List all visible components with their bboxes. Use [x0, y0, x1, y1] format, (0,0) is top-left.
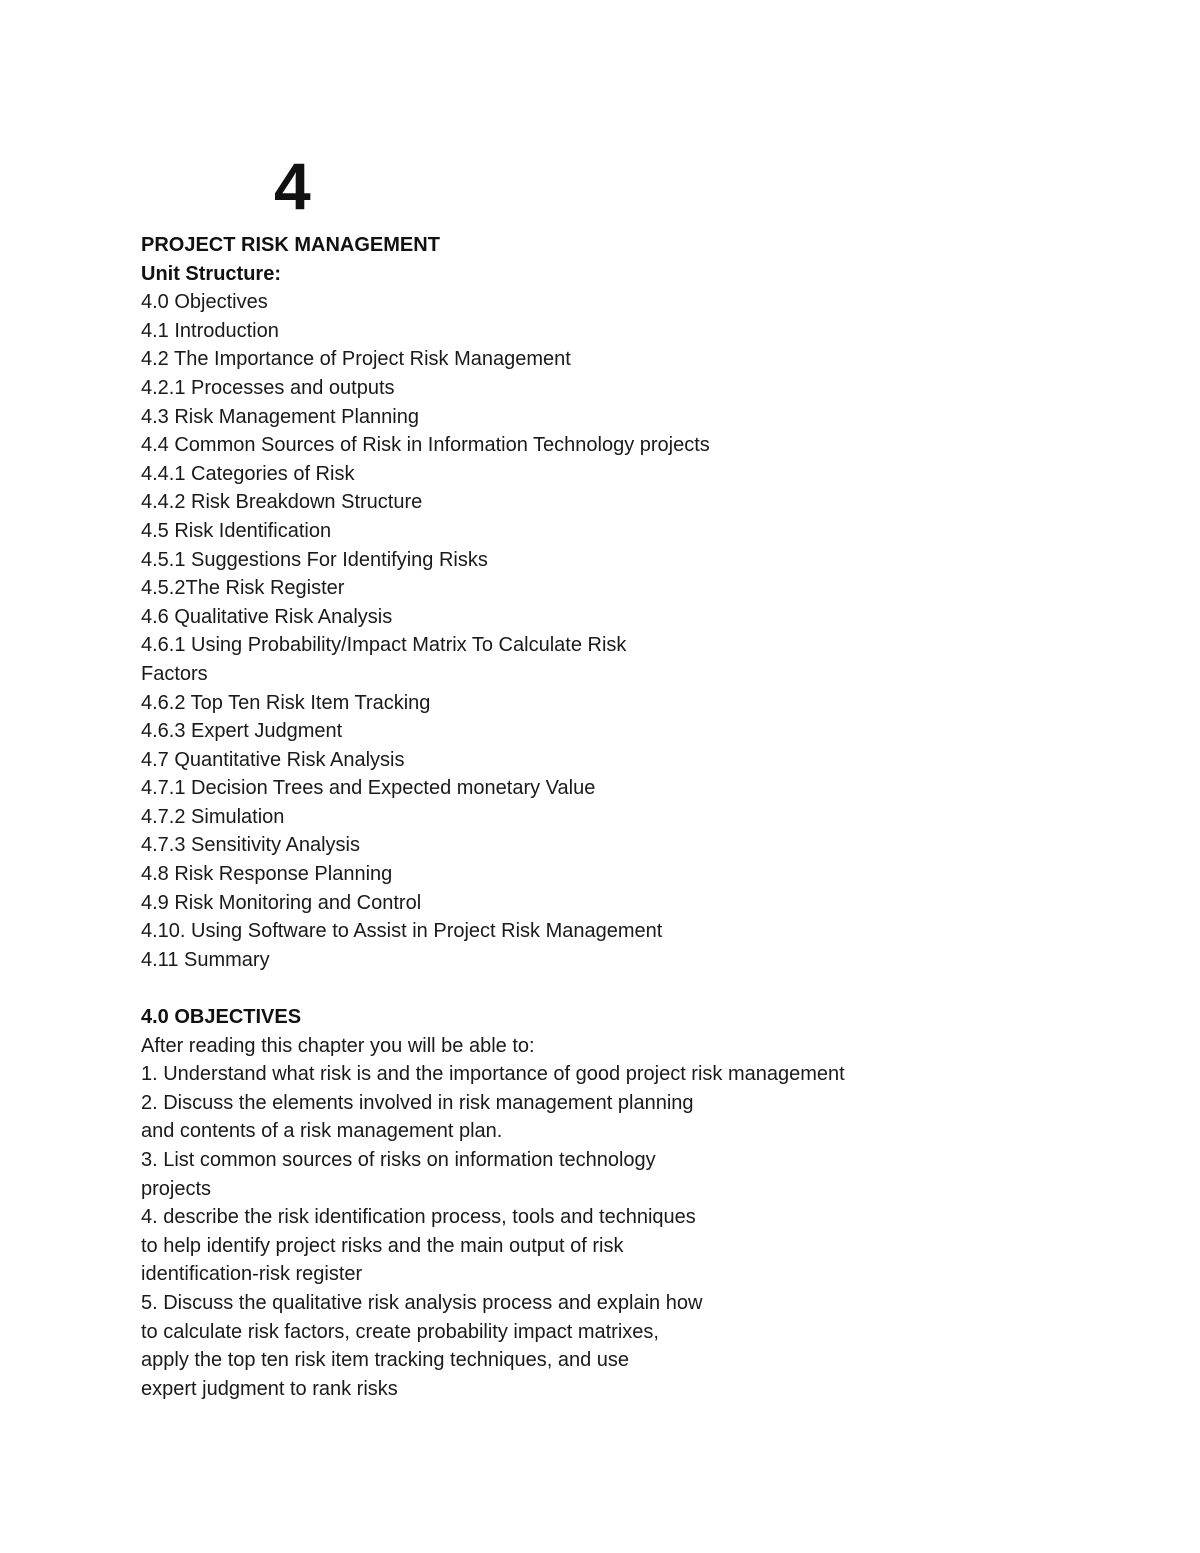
toc-item: 4.6.3 Expert Judgment	[141, 720, 343, 743]
objective-line: 1. Understand what risk is and the importance of good project risk management	[141, 1063, 845, 1086]
toc-item: Factors	[141, 662, 208, 685]
toc-item: 4.5 Risk Identification	[141, 519, 332, 542]
toc-item: 4.1 Introduction	[141, 319, 279, 342]
toc-item: 4.11 Summary	[141, 948, 270, 971]
section-spacer	[141, 974, 1141, 1003]
objectives-list	[141, 1060, 1141, 1403]
toc-item: 4.7 Quantitative Risk Analysis	[141, 748, 405, 771]
chapter-title: PROJECT RISK MANAGEMENT	[141, 234, 440, 256]
toc-item: 4.7.2 Simulation	[141, 805, 285, 828]
toc-item: 4.3 Risk Management Planning	[141, 405, 419, 428]
objectives-intro: After reading this chapter you will be able to:	[141, 1034, 535, 1057]
objective-line: 5. Discuss the qualitative risk analysis process and explain how	[141, 1291, 703, 1314]
objective-line: to calculate risk factors, create probability impact matrixes,	[141, 1320, 659, 1343]
toc-item: 4.2.1 Processes and outputs	[141, 376, 395, 399]
unit-structure-list	[141, 288, 1141, 974]
toc-item: 4.2 The Importance of Project Risk Management	[141, 348, 571, 371]
toc-item: 4.7.1 Decision Trees and Expected monetary Value	[141, 777, 596, 800]
toc-item: 4.6 Qualitative Risk Analysis	[141, 605, 393, 628]
toc-item: 4.8 Risk Response Planning	[141, 863, 393, 886]
toc-item: 4.9 Risk Monitoring and Control	[141, 891, 422, 914]
objectives-heading: 4.0 OBJECTIVES	[141, 1006, 302, 1029]
toc-item: 4.6.2 Top Ten Risk Item Tracking	[141, 691, 431, 714]
objective-line: to help identify project risks and the main output of risk	[141, 1234, 624, 1257]
objective-line: 4. describe the risk identification process, tools and techniques	[141, 1206, 696, 1229]
objective-line: 3. List common sources of risks on information technology	[141, 1149, 656, 1171]
chapter-number: 4	[274, 149, 311, 223]
toc-item: 4.6.1 Using Probability/Impact Matrix To Calculate Risk	[141, 634, 627, 657]
toc-item: 4.4.1 Categories of Risk	[141, 462, 355, 485]
objective-line: apply the top ten risk item tracking techniques, and use	[141, 1349, 630, 1372]
unit-structure-heading: Unit Structure:	[141, 262, 281, 285]
page-content	[141, 231, 1141, 1403]
objective-line: expert judgment to rank risks	[141, 1377, 398, 1400]
toc-item: 4.0 Objectives	[141, 291, 268, 314]
toc-item: 4.10. Using Software to Assist in Project Risk Management	[141, 920, 663, 943]
toc-item: 4.5.2The Risk Register	[141, 577, 345, 600]
toc-item: 4.4.2 Risk Breakdown Structure	[141, 491, 423, 514]
toc-item: 4.5.1 Suggestions For Identifying Risks	[141, 548, 488, 571]
objective-line: projects	[141, 1177, 212, 1200]
objective-line: 2. Discuss the elements involved in risk management planning	[141, 1091, 694, 1114]
objective-line: identification-risk register	[141, 1263, 363, 1286]
objective-line: and contents of a risk management plan.	[141, 1120, 503, 1143]
toc-item: 4.4 Common Sources of Risk in Information Technology projects	[141, 434, 710, 457]
toc-item: 4.7.3 Sensitivity Analysis	[141, 834, 360, 857]
